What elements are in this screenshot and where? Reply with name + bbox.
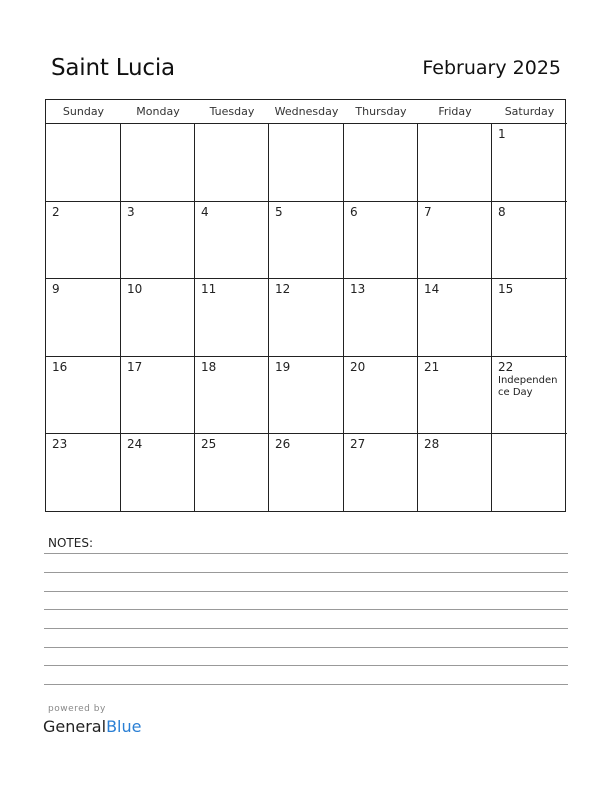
weekday-header: Tuesday: [195, 100, 269, 124]
day-cell: [195, 279, 269, 357]
date-number: 15: [498, 282, 514, 297]
note-line: [44, 628, 568, 629]
day-cell: [46, 434, 121, 512]
weekday-header: Monday: [121, 100, 195, 124]
date-number: 25: [201, 437, 217, 452]
date-number: 8: [498, 204, 506, 219]
date-number: 27: [350, 437, 366, 452]
day-cell: [195, 434, 269, 512]
day-cell: [195, 124, 269, 202]
note-line: [44, 647, 568, 648]
powered-by-label: powered by: [48, 704, 106, 714]
day-cell: [492, 124, 567, 202]
calendar-country-title: Saint Lucia: [51, 55, 175, 81]
date-number: 19: [275, 359, 291, 374]
day-cell: [121, 124, 195, 202]
day-cell: [46, 357, 121, 435]
date-number: 1: [498, 127, 506, 141]
date-number: 21: [424, 359, 440, 374]
date-number: 3: [127, 204, 135, 219]
day-cell: [269, 202, 344, 280]
date-number: 10: [127, 282, 143, 297]
day-cell: [121, 279, 195, 357]
day-cell: [121, 434, 195, 512]
weekday-header: Friday: [418, 100, 492, 124]
date-number: 20: [350, 359, 366, 374]
holiday-event: Independence Day: [498, 374, 558, 398]
day-cell: [269, 279, 344, 357]
date-number: 17: [127, 359, 143, 374]
weekday-header: Sunday: [46, 100, 121, 124]
day-cell: [344, 279, 418, 357]
date-number: 22: [498, 359, 514, 374]
day-cell: [46, 202, 121, 280]
day-cell: [121, 202, 195, 280]
note-line: [44, 591, 568, 592]
date-number: 12: [275, 282, 291, 297]
date-number: 24: [127, 437, 143, 452]
day-cell: [269, 357, 344, 435]
note-line: [44, 572, 568, 573]
note-line: [44, 665, 568, 666]
day-cell: [46, 124, 121, 202]
day-cell: [121, 357, 195, 435]
date-number: 2: [52, 204, 60, 219]
month-calendar-grid: [45, 99, 566, 512]
brand-blue-text: Blue: [106, 717, 142, 736]
calendar-month-title: February 2025: [422, 57, 561, 79]
day-cell: [344, 357, 418, 435]
note-line: [44, 609, 568, 610]
day-cell: [492, 357, 567, 435]
day-cell: [269, 124, 344, 202]
day-cell: [344, 124, 418, 202]
date-number: 14: [424, 282, 440, 297]
date-number: 13: [350, 282, 366, 297]
weekday-header: Wednesday: [269, 100, 344, 124]
date-number: 28: [424, 437, 440, 452]
date-number: 6: [350, 204, 358, 219]
weekday-header: Thursday: [344, 100, 418, 124]
weekday-header: Saturday: [492, 100, 567, 124]
brand-general-text: General: [43, 717, 107, 736]
day-cell: [195, 357, 269, 435]
day-cell: [418, 124, 492, 202]
day-cell: [418, 434, 492, 512]
date-number: 11: [201, 282, 217, 297]
day-cell: [418, 279, 492, 357]
date-number: 26: [275, 437, 291, 452]
day-cell: [492, 279, 567, 357]
date-number: 18: [201, 359, 217, 374]
note-line: [44, 553, 568, 554]
date-number: 9: [52, 282, 60, 297]
day-cell: [344, 202, 418, 280]
day-cell: [492, 434, 567, 512]
date-number: 5: [275, 204, 283, 219]
day-cell: [418, 357, 492, 435]
day-cell: [46, 279, 121, 357]
note-line: [44, 684, 568, 685]
day-cell: [269, 434, 344, 512]
day-cell: [418, 202, 492, 280]
day-cell: [195, 202, 269, 280]
date-number: 16: [52, 359, 68, 374]
day-cell: [492, 202, 567, 280]
date-number: 23: [52, 437, 68, 452]
generalblue-logo: [43, 717, 141, 736]
date-number: 7: [424, 204, 432, 219]
notes-label: NOTES:: [48, 536, 93, 550]
day-cell: [344, 434, 418, 512]
date-number: 4: [201, 204, 209, 219]
